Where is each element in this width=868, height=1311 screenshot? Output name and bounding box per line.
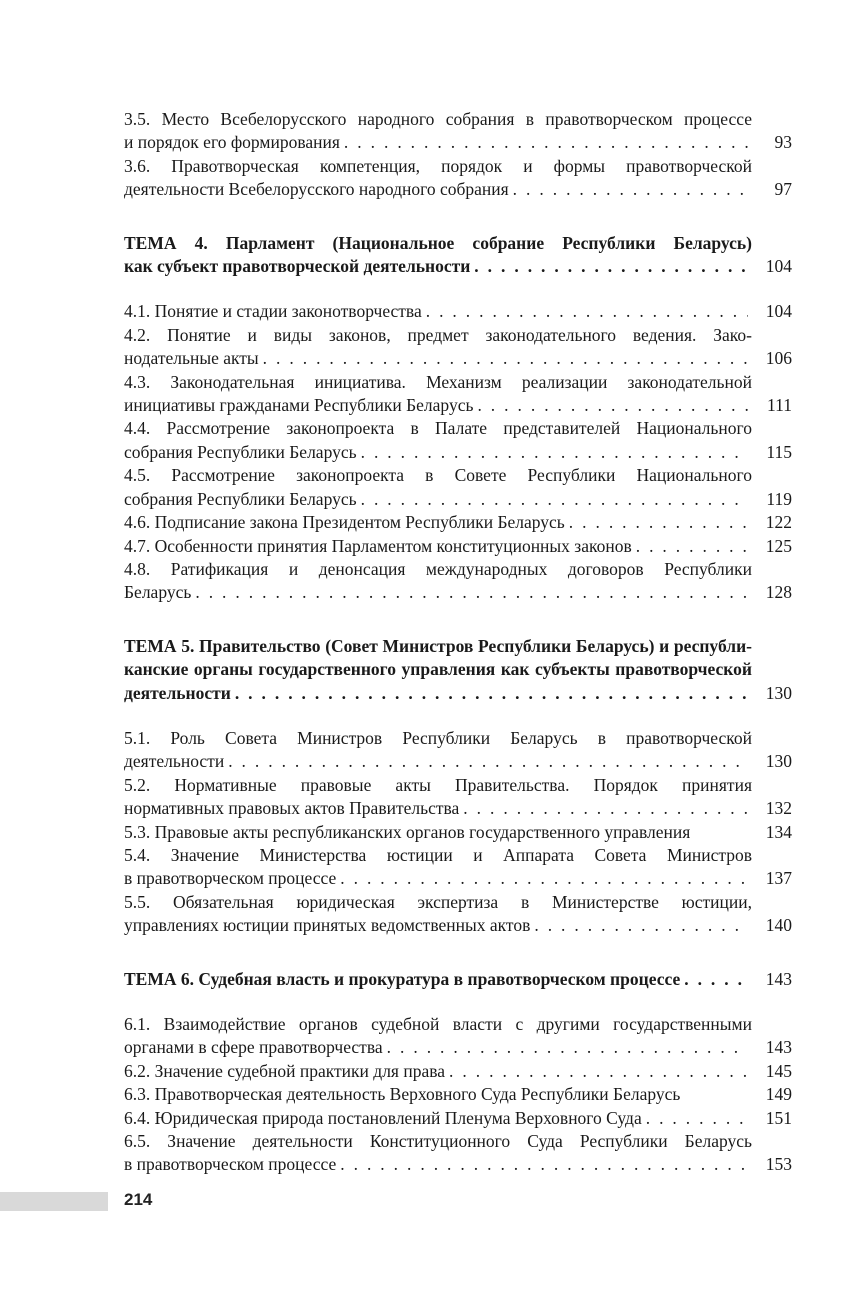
toc-entry-5-1[interactable] — [124, 727, 792, 774]
page-number: 134 — [765, 821, 792, 842]
entry-title: нормативных правовых актов Правительства — [124, 798, 460, 819]
toc-entry-5-4[interactable] — [124, 844, 792, 891]
page-number: 137 — [765, 868, 792, 889]
toc-entry-5-2[interactable] — [124, 774, 792, 821]
topic-title: деятельности — [124, 682, 231, 703]
toc-entry-6-4[interactable] — [124, 1107, 792, 1130]
entry-title: 6.3. Правотворческая деятельность Верховного Суда Республики Беларусь — [124, 1084, 681, 1105]
footer-page-number: 214 — [124, 1190, 153, 1209]
topic-title: канские органы государственного управления как субъекты правотворческой — [124, 659, 752, 680]
entry-title: 5.3. Правовые акты республиканских органов государственного управления — [124, 821, 691, 842]
dot-leader — [361, 488, 748, 511]
topic-title: ТЕМА 4. Парламент (Национальное собрание Республики Беларусь) — [124, 232, 752, 253]
entry-title: 4.3. Законодательная инициатива. Механизм реализации законодательной — [124, 371, 752, 392]
dot-leader — [513, 178, 748, 201]
entry-title: деятельности Всебелорусского народного собрания — [124, 179, 509, 200]
dot-leader — [449, 1060, 748, 1083]
toc-entry-4-4[interactable] — [124, 417, 792, 464]
dot-leader — [684, 968, 748, 991]
toc-entry-3-6[interactable] — [124, 155, 792, 202]
dot-leader — [344, 131, 748, 154]
toc-entry-6-1[interactable] — [124, 1013, 792, 1060]
page-number: 104 — [765, 256, 792, 277]
entry-title: 6.1. Взаимодействие органов судебной власти с другими государственными — [124, 1014, 752, 1034]
toc-entry-5-5[interactable] — [124, 891, 792, 938]
entry-title: деятельности — [124, 751, 225, 772]
page-number: 111 — [767, 395, 792, 416]
dot-leader — [636, 535, 748, 558]
toc-entry-6-5[interactable] — [124, 1130, 792, 1177]
entry-title: органами в сфере правотворчества — [124, 1037, 383, 1058]
dot-leader — [228, 750, 748, 773]
entry-title: 4.2. Понятие и виды законов, предмет законодательного ведения. Зако- — [124, 324, 752, 345]
entry-title: собрания Республики Беларусь — [124, 441, 357, 462]
page-number: 130 — [765, 751, 792, 772]
page-number: 151 — [765, 1107, 792, 1128]
dot-leader — [569, 511, 748, 534]
toc-topic-4[interactable] — [124, 232, 792, 279]
entry-title: 5.2. Нормативные правовые акты Правительства. Порядок принятия — [124, 774, 752, 795]
entry-title: 5.5. Обязательная юридическая экспертиза в Министерстве юстиции, — [124, 891, 752, 912]
page-number: 145 — [765, 1060, 792, 1081]
entry-title: 4.7. Особенности принятия Парламентом конституционных законов — [124, 535, 632, 556]
entry-title: нодательные акты — [124, 348, 259, 369]
entry-title: в правотворческом процессе — [124, 1154, 337, 1175]
entry-title: 5.4. Значение Министерства юстиции и Аппарата Совета Министров — [124, 844, 752, 865]
entry-title: 4.5. Рассмотрение законопроекта в Совете Республики Национального — [124, 465, 752, 486]
toc-entry-4-2[interactable] — [124, 324, 792, 371]
toc-entry-3-5[interactable] — [124, 108, 792, 155]
toc-topic-6[interactable] — [124, 968, 792, 991]
dot-leader — [195, 581, 748, 604]
entry-title: 4.4. Рассмотрение законопроекта в Палате представителей Национального — [124, 418, 752, 439]
dot-leader — [387, 1036, 748, 1059]
page-number: 93 — [774, 132, 792, 153]
page-number: 106 — [765, 348, 792, 369]
page-number: 143 — [765, 1037, 792, 1058]
topic-title: ТЕМА 6. Судебная власть и прокуратура в правотворческом процессе — [124, 968, 681, 989]
toc-topic-5[interactable] — [124, 635, 792, 705]
page-number: 143 — [765, 968, 792, 989]
dot-leader — [646, 1107, 748, 1130]
dot-leader — [340, 1153, 748, 1176]
toc-entry-6-2[interactable] — [124, 1060, 792, 1083]
footer-bar — [0, 1192, 108, 1211]
entry-title: собрания Республики Беларусь — [124, 488, 357, 509]
toc-entry-4-1[interactable] — [124, 300, 792, 323]
page-number: 115 — [766, 441, 792, 462]
entry-title: инициативы гражданами Республики Беларусь — [124, 395, 474, 416]
entry-title: 4.8. Ратификация и денонсация международных договоров Республики — [124, 558, 752, 579]
page-number: 140 — [765, 915, 792, 936]
entry-title: в правотворческом процессе — [124, 868, 337, 889]
toc-entry-4-7[interactable] — [124, 535, 792, 558]
entry-title: 4.1. Понятие и стадии законотворчества — [124, 301, 422, 322]
topic-title: как субъект правотворческой деятельности — [124, 256, 471, 277]
entry-title: 3.5. Место Всебелорусского народного собрания в правотворческом процессе — [124, 109, 752, 129]
dot-leader — [474, 255, 748, 278]
page-number: 104 — [765, 301, 792, 322]
page-number: 130 — [765, 682, 792, 703]
toc-entry-4-5[interactable] — [124, 464, 792, 511]
page-number: 132 — [765, 798, 792, 819]
entry-title: 4.6. Подписание закона Президентом Республики Беларусь — [124, 512, 565, 533]
page-number: 128 — [765, 582, 792, 603]
page-number: 97 — [774, 179, 792, 200]
dot-leader — [361, 441, 748, 464]
toc-entry-5-3[interactable] — [124, 821, 792, 844]
toc-entry-6-3[interactable] — [124, 1083, 792, 1106]
entry-title: 6.4. Юридическая природа постановлений Пленума Верховного Суда — [124, 1107, 642, 1128]
entry-title: управлениях юстиции принятых ведомственных актов — [124, 915, 531, 936]
entry-title: 3.6. Правотворческая компетенция, порядок и формы правотворческой — [124, 155, 752, 176]
dot-leader — [340, 867, 748, 890]
toc-entry-4-3[interactable] — [124, 371, 792, 418]
page-number: 149 — [765, 1084, 792, 1105]
dot-leader — [463, 797, 748, 820]
dot-leader — [235, 682, 748, 705]
entry-title: 6.5. Значение деятельности Конституционного Суда Республики Беларусь — [124, 1131, 752, 1152]
dot-leader — [426, 300, 748, 323]
page-number: 119 — [766, 488, 792, 509]
entry-title: 6.2. Значение судебной практики для права — [124, 1060, 446, 1081]
entry-title: Беларусь — [124, 582, 192, 603]
topic-title: ТЕМА 5. Правительство (Совет Министров Республики Беларусь) и республи- — [124, 635, 752, 656]
toc-entry-4-6[interactable] — [124, 511, 792, 534]
page-number: 125 — [765, 535, 792, 556]
dot-leader — [534, 914, 748, 937]
dot-leader — [477, 394, 748, 417]
page-number: 153 — [765, 1154, 792, 1175]
table-of-contents — [124, 108, 792, 1177]
page-number: 122 — [765, 512, 792, 533]
entry-title: 5.1. Роль Совета Министров Республики Беларусь в правотворческой — [124, 727, 752, 748]
entry-title: и порядок его формирования — [124, 132, 340, 153]
dot-leader — [263, 347, 748, 370]
toc-entry-4-8[interactable] — [124, 558, 792, 605]
